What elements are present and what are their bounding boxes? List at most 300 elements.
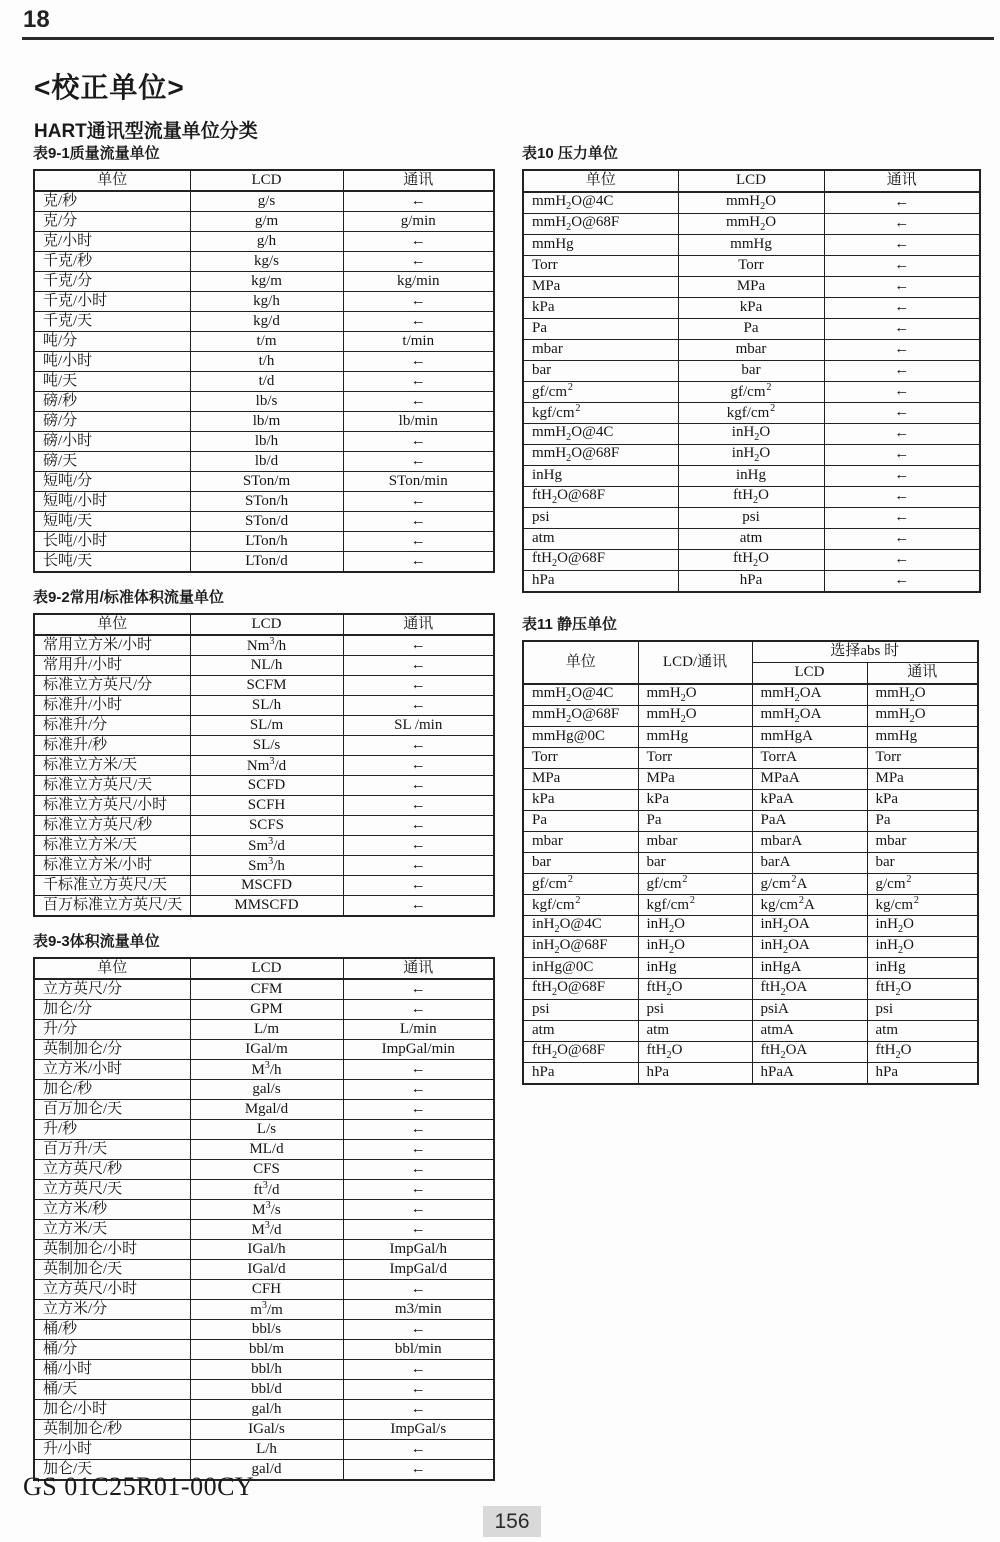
section-title: HART通讯型流量单位分类 xyxy=(34,121,258,142)
cell: g/cm $^2$ xyxy=(867,874,978,895)
cell: ← xyxy=(824,529,980,550)
table-row xyxy=(34,232,494,252)
cell: MPa xyxy=(638,769,752,790)
cell: lb/m xyxy=(190,412,343,432)
cell: barA xyxy=(752,853,867,874)
cell: ← xyxy=(824,298,980,319)
cell: 升/秒 xyxy=(34,1120,190,1140)
cell: 百万升/天 xyxy=(34,1140,190,1160)
table-row xyxy=(34,212,494,232)
table-row xyxy=(34,312,494,332)
cell: Sm$^3$/h xyxy=(190,856,343,876)
cell: kPa xyxy=(523,790,638,811)
cell: kg/min xyxy=(343,272,494,292)
table-row xyxy=(34,1120,494,1140)
cell: 标准立方英尺/分 xyxy=(34,676,190,696)
table-row xyxy=(523,1042,978,1063)
cell: SCFM xyxy=(190,676,343,696)
cell: 克/秒 xyxy=(34,191,190,212)
cell: ← xyxy=(343,312,494,332)
cell: Pa xyxy=(638,811,752,832)
cell: bar xyxy=(867,853,978,874)
cell: LTon/h xyxy=(190,532,343,552)
cell: ← xyxy=(343,1320,494,1340)
cell: 桶/小时 xyxy=(34,1360,190,1380)
table-row xyxy=(523,811,978,832)
cell: mmHgA xyxy=(752,727,867,748)
cell: g/cm $^2$A xyxy=(752,874,867,895)
cell: psi xyxy=(867,1000,978,1021)
table-row xyxy=(34,1320,494,1340)
table-row xyxy=(34,1040,494,1060)
cell: 千克/小时 xyxy=(34,292,190,312)
cell: inHgA xyxy=(752,958,867,979)
cell: mmH$_2$O@4C xyxy=(523,684,638,706)
cell: psi xyxy=(638,1000,752,1021)
table-row xyxy=(34,512,494,532)
cell: gal/s xyxy=(190,1080,343,1100)
table-row xyxy=(34,836,494,856)
cell: ← xyxy=(343,796,494,816)
table-row xyxy=(34,1140,494,1160)
cell: SL/m xyxy=(190,716,343,736)
header-cell-abs-lcd: LCD xyxy=(752,663,867,685)
cell: 加仑/秒 xyxy=(34,1080,190,1100)
header-cell-unit: 单位 xyxy=(34,614,190,635)
cell: 克/小时 xyxy=(34,232,190,252)
cell: mbar xyxy=(867,832,978,853)
cell: lb/h xyxy=(190,432,343,452)
table-row xyxy=(34,1340,494,1360)
cell: ← xyxy=(343,656,494,676)
cell: 桶/天 xyxy=(34,1380,190,1400)
table-row xyxy=(523,340,980,361)
cell: ← xyxy=(824,235,980,256)
cell: ImpGal/h xyxy=(343,1240,494,1260)
cell: mmH$_2$O@68F xyxy=(523,445,678,466)
cell: ← xyxy=(343,1140,494,1160)
cell: 标准升/小时 xyxy=(34,696,190,716)
cell: ← xyxy=(343,292,494,312)
cell: mmH$_2$O xyxy=(678,192,824,214)
table-row xyxy=(523,874,978,895)
table-row xyxy=(523,256,980,277)
cell: TorrA xyxy=(752,748,867,769)
table-row xyxy=(523,403,980,424)
cell: mmH$_2$O xyxy=(638,684,752,706)
cell: bar xyxy=(523,853,638,874)
header-cell-lcd: LCD xyxy=(678,170,824,192)
table-row xyxy=(523,298,980,319)
cell: gf/cm $^2$ xyxy=(523,874,638,895)
table-row xyxy=(523,790,978,811)
table-row xyxy=(34,876,494,896)
table-row xyxy=(34,796,494,816)
cell: 加仑/天 xyxy=(34,1460,190,1481)
cell: 立方英尺/天 xyxy=(34,1180,190,1200)
cell: MPa xyxy=(523,769,638,790)
cell: inH$_2$OA xyxy=(752,916,867,937)
header-cell-unit: 单位 xyxy=(523,641,638,684)
header-cell-unit: 单位 xyxy=(34,170,190,191)
cell: mmHg xyxy=(867,727,978,748)
cell: 短吨/小时 xyxy=(34,492,190,512)
cell: mmHg xyxy=(638,727,752,748)
cell: 立方米/天 xyxy=(34,1220,190,1240)
cell: Sm$^3$/d xyxy=(190,836,343,856)
cell: ← xyxy=(824,550,980,571)
cell: ← xyxy=(824,340,980,361)
cell: Torr xyxy=(523,256,678,277)
cell: 长吨/小时 xyxy=(34,532,190,552)
cell: psiA xyxy=(752,1000,867,1021)
cell: L/m xyxy=(190,1020,343,1040)
table-row xyxy=(34,979,494,1000)
cell: bbl/min xyxy=(343,1340,494,1360)
cell: inH$_2$O xyxy=(638,937,752,958)
cell: ← xyxy=(343,1380,494,1400)
cell: ImpGal/d xyxy=(343,1260,494,1280)
table-row xyxy=(34,896,494,917)
cell: IGal/d xyxy=(190,1260,343,1280)
cell: t/d xyxy=(190,372,343,392)
cell: ← xyxy=(343,1400,494,1420)
cell: ← xyxy=(343,1120,494,1140)
cell: inH$_2$OA xyxy=(752,937,867,958)
cell: atm xyxy=(678,529,824,550)
header-cell-lcd: LCD xyxy=(190,614,343,635)
cell: SCFS xyxy=(190,816,343,836)
cell: SCFD xyxy=(190,776,343,796)
cell: hPaA xyxy=(752,1063,867,1085)
cell: hPa xyxy=(523,1063,638,1085)
cell: Pa xyxy=(678,319,824,340)
cell: ImpGal/min xyxy=(343,1040,494,1060)
table-row xyxy=(34,1060,494,1080)
table-row xyxy=(523,832,978,853)
cell: 桶/分 xyxy=(34,1340,190,1360)
cell: ftH$_2$O@68F xyxy=(523,550,678,571)
cell: MPa xyxy=(867,769,978,790)
cell: mmHg xyxy=(523,235,678,256)
cell: Torr xyxy=(523,748,638,769)
cell: ftH$_2$O xyxy=(638,1042,752,1063)
cell: kg/cm $^2$ xyxy=(867,895,978,916)
cell: t/h xyxy=(190,352,343,372)
cell: bar xyxy=(523,361,678,382)
table-row xyxy=(34,716,494,736)
cell: mmH$_2$O@4C xyxy=(523,192,678,214)
cell: inH$_2$O xyxy=(678,445,824,466)
cell: m3/min xyxy=(343,1300,494,1320)
table-row xyxy=(523,937,978,958)
cell: ← xyxy=(824,382,980,403)
cell: gf/cm $^2$ xyxy=(678,382,824,403)
cell: 立方米/分 xyxy=(34,1300,190,1320)
cell: Mgal/d xyxy=(190,1100,343,1120)
cell: inHg xyxy=(638,958,752,979)
table-row xyxy=(34,1380,494,1400)
cell: ← xyxy=(343,252,494,272)
cell: hPa xyxy=(867,1063,978,1085)
table-row xyxy=(34,552,494,573)
cell: ImpGal/s xyxy=(343,1420,494,1440)
cell: 升/分 xyxy=(34,1020,190,1040)
cell: $m^3/m$ xyxy=(190,1300,343,1320)
cell: ← xyxy=(824,256,980,277)
table-row xyxy=(34,1220,494,1240)
cell: 常用立方米/小时 xyxy=(34,635,190,656)
page-title: <校正单位> xyxy=(34,72,185,103)
cell: $M^3/s$ xyxy=(190,1200,343,1220)
cell: mmH$_2$O@68F xyxy=(523,706,638,727)
cell: ML/d xyxy=(190,1140,343,1160)
table-row xyxy=(34,252,494,272)
cell: bar xyxy=(638,853,752,874)
table-caption-9-3: 表9-3体积流量单位 xyxy=(33,933,160,950)
cell: L/min xyxy=(343,1020,494,1040)
cell: 克/分 xyxy=(34,212,190,232)
cell: STon/d xyxy=(190,512,343,532)
header-cell-abs-select: 选择abs 时 xyxy=(752,641,978,663)
cell: atm xyxy=(867,1021,978,1042)
table-row xyxy=(523,571,980,593)
cell: 英制加仑/分 xyxy=(34,1040,190,1060)
header-cell-lcd: LCD xyxy=(190,170,343,191)
cell: ← xyxy=(343,1220,494,1240)
table-header-row xyxy=(34,614,494,635)
table-row xyxy=(34,452,494,472)
cell: ftH$_2$O@68F xyxy=(523,487,678,508)
cell: inH$_2$O xyxy=(867,916,978,937)
cell: SL /min xyxy=(343,716,494,736)
table-row xyxy=(34,1240,494,1260)
cell: ← xyxy=(343,816,494,836)
table-row xyxy=(34,756,494,776)
table-row xyxy=(34,1260,494,1280)
cell: 立方英尺/分 xyxy=(34,979,190,1000)
cell: mmH$_2$O xyxy=(678,214,824,235)
cell: inH$_2$O@4C xyxy=(523,916,638,937)
cell: ← xyxy=(343,876,494,896)
document-number: GS 01C25R01-00CY xyxy=(23,1472,255,1501)
cell: mbar xyxy=(638,832,752,853)
cell: ← xyxy=(343,1080,494,1100)
cell: ftH$_2$O xyxy=(867,979,978,1000)
header-cell-unit: 单位 xyxy=(523,170,678,192)
cell: mmH$_2$O xyxy=(867,684,978,706)
cell: ← xyxy=(824,361,980,382)
cell: ← xyxy=(343,1160,494,1180)
cell: inH$_2$O xyxy=(638,916,752,937)
table-row xyxy=(34,776,494,796)
cell: 磅/天 xyxy=(34,452,190,472)
cell: inH$_2$O xyxy=(867,937,978,958)
table-row xyxy=(523,1000,978,1021)
cell: ← xyxy=(824,424,980,445)
static-pressure-units-table xyxy=(522,640,979,1085)
cell: g/s xyxy=(190,191,343,212)
pressure-units-table xyxy=(522,169,981,593)
cell: inHg@0C xyxy=(523,958,638,979)
cell: STon/h xyxy=(190,492,343,512)
cell: ← xyxy=(343,1360,494,1380)
table-row xyxy=(523,487,980,508)
table-row xyxy=(523,727,978,748)
cell: kgf/cm $^2$ xyxy=(638,895,752,916)
cell: bbl/m xyxy=(190,1340,343,1360)
cell: inHg xyxy=(867,958,978,979)
cell: MPaA xyxy=(752,769,867,790)
cell: t/min xyxy=(343,332,494,352)
table-row xyxy=(34,352,494,372)
cell: 标准立方米/天 xyxy=(34,836,190,856)
cell: psi xyxy=(523,1000,638,1021)
cell: ← xyxy=(343,1200,494,1220)
table-row xyxy=(523,748,978,769)
cell: mmH$_2$O xyxy=(867,706,978,727)
cell: inH$_2$O@68F xyxy=(523,937,638,958)
table-row xyxy=(34,1000,494,1020)
cell: 标准立方英尺/小时 xyxy=(34,796,190,816)
cell: ← xyxy=(343,1180,494,1200)
cell: STon/m xyxy=(190,472,343,492)
cell: 英制加仑/天 xyxy=(34,1260,190,1280)
table-row xyxy=(523,214,980,235)
cell: ← xyxy=(343,979,494,1000)
cell: bbl/d xyxy=(190,1380,343,1400)
table-row xyxy=(34,1200,494,1220)
table-row xyxy=(523,916,978,937)
header-cell-comm: 通讯 xyxy=(824,170,980,192)
cell: ← xyxy=(343,191,494,212)
cell: psi xyxy=(678,508,824,529)
cell: ← xyxy=(343,352,494,372)
cell: atm xyxy=(523,529,678,550)
cell: kg/d xyxy=(190,312,343,332)
header-cell-comm: 通讯 xyxy=(343,958,494,979)
table-row xyxy=(34,1400,494,1420)
left-column xyxy=(33,142,493,1483)
cell: kPa xyxy=(638,790,752,811)
cell: $ft^3/d$ xyxy=(190,1180,343,1200)
table-row xyxy=(34,696,494,716)
table-row xyxy=(523,1021,978,1042)
cell: 加仑/小时 xyxy=(34,1400,190,1420)
cell: inH$_2$O xyxy=(678,424,824,445)
cell: 标准立方英尺/秒 xyxy=(34,816,190,836)
cell: 英制加仑/秒 xyxy=(34,1420,190,1440)
cell: Pa xyxy=(523,811,638,832)
cell: ← xyxy=(824,403,980,424)
cell: 标准升/分 xyxy=(34,716,190,736)
cell: hPa xyxy=(678,571,824,593)
header-cell-lcd: LCD xyxy=(190,958,343,979)
cell: inHg xyxy=(523,466,678,487)
cell: 桶/秒 xyxy=(34,1320,190,1340)
cell: ← xyxy=(343,1280,494,1300)
cell: 长吨/天 xyxy=(34,552,190,573)
table-row xyxy=(34,392,494,412)
cell: Torr xyxy=(638,748,752,769)
page-number-box: 156 xyxy=(483,1506,541,1537)
cell: kPaA xyxy=(752,790,867,811)
cell: ftH$_2$O xyxy=(638,979,752,1000)
table-row xyxy=(523,895,978,916)
cell: atm xyxy=(523,1021,638,1042)
cell: 百万标准立方英尺/天 xyxy=(34,896,190,917)
cell: 标准立方米/小时 xyxy=(34,856,190,876)
cell: 吨/分 xyxy=(34,332,190,352)
table-row xyxy=(34,816,494,836)
cell: g/h xyxy=(190,232,343,252)
cell: ftH$_2$OA xyxy=(752,1042,867,1063)
table-row xyxy=(34,736,494,756)
cell: ← xyxy=(343,1000,494,1020)
cell: lb/s xyxy=(190,392,343,412)
cell: g/min xyxy=(343,212,494,232)
table-row xyxy=(34,856,494,876)
table-row xyxy=(34,1080,494,1100)
cell: SL/s xyxy=(190,736,343,756)
cell: ← xyxy=(824,571,980,593)
cell: ← xyxy=(343,756,494,776)
table-row xyxy=(523,706,978,727)
cell: 短吨/天 xyxy=(34,512,190,532)
table-header-row xyxy=(523,170,980,192)
table-row xyxy=(34,372,494,392)
header-rule xyxy=(22,37,994,40)
cell: ← xyxy=(343,1060,494,1080)
cell: lb/min xyxy=(343,412,494,432)
cell: bbl/h xyxy=(190,1360,343,1380)
normal-standard-volume-flow-units-table xyxy=(33,613,495,917)
table-row xyxy=(523,979,978,1000)
cell: Nm$^3$/h xyxy=(190,635,343,656)
cell: ← xyxy=(343,836,494,856)
cell: CFS xyxy=(190,1160,343,1180)
header-cell-abs-comm: 通讯 xyxy=(867,663,978,685)
cell: ftH$_2$O xyxy=(867,1042,978,1063)
table-caption-11: 表11 静压单位 xyxy=(522,616,618,633)
cell: ← xyxy=(343,856,494,876)
cell: 吨/天 xyxy=(34,372,190,392)
table-row xyxy=(523,1063,978,1085)
cell: IGal/h xyxy=(190,1240,343,1260)
cell: MMSCFD xyxy=(190,896,343,917)
cell: psi xyxy=(523,508,678,529)
table-row xyxy=(523,361,980,382)
cell: ← xyxy=(824,214,980,235)
table-row xyxy=(34,432,494,452)
header-cell-comm: 通讯 xyxy=(343,614,494,635)
cell: 千克/分 xyxy=(34,272,190,292)
table-row xyxy=(34,656,494,676)
cell: kPa xyxy=(867,790,978,811)
cell: ftH$_2$O@68F xyxy=(523,1042,638,1063)
cell: ← xyxy=(343,392,494,412)
cell: 立方米/小时 xyxy=(34,1060,190,1080)
header-cell-comm: 通讯 xyxy=(343,170,494,191)
cell: atmA xyxy=(752,1021,867,1042)
cell: ftH$_2$O xyxy=(678,487,824,508)
cell: PaA xyxy=(752,811,867,832)
table-row xyxy=(523,769,978,790)
cell: ← xyxy=(824,277,980,298)
cell: ← xyxy=(824,445,980,466)
cell: inHg xyxy=(678,466,824,487)
cell: 千克/天 xyxy=(34,312,190,332)
